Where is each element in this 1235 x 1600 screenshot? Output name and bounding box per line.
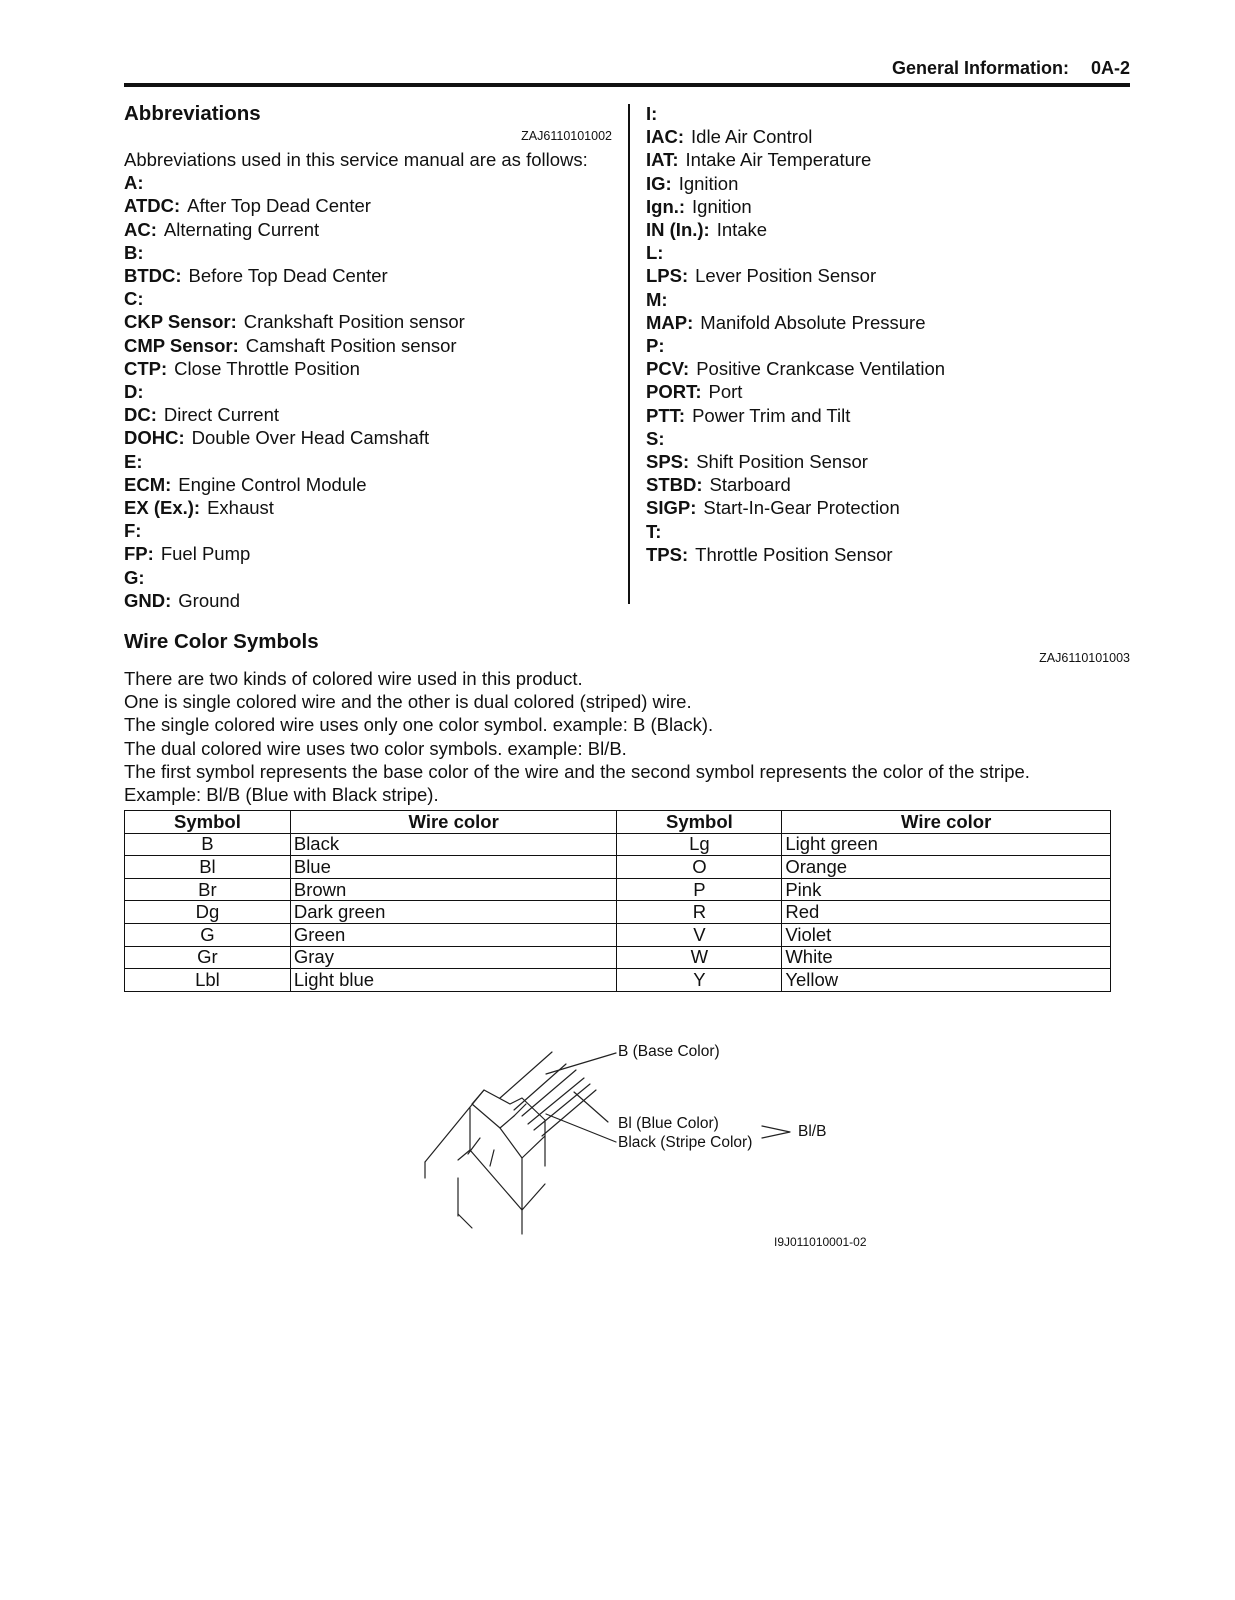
letter-heading: E:	[124, 450, 143, 472]
abbreviation-definition: Engine Control Module	[178, 473, 367, 495]
abbreviation-term: EX (Ex.):	[124, 497, 201, 519]
wire-color-cell: Red	[782, 901, 1111, 924]
abbreviation-definition: Alternating Current	[163, 218, 320, 240]
abbreviation-definition: After Top Dead Center	[187, 195, 371, 217]
wire-color-cell: Dark green	[290, 901, 617, 924]
abbreviation-entry	[124, 426, 612, 449]
abbreviation-entry	[124, 194, 612, 217]
abbreviation-entry	[124, 473, 612, 496]
letter-heading: S:	[646, 427, 665, 449]
abbreviation-term: DC:	[124, 404, 157, 426]
abbreviation-definition: Throttle Position Sensor	[695, 543, 893, 565]
letter-heading: I:	[646, 103, 658, 124]
wire-color-cell: Gray	[290, 946, 617, 969]
abbreviation-definition: Ignition	[678, 172, 739, 194]
abbreviation-term: FP:	[124, 543, 154, 565]
abbreviation-definition: Positive Crankcase Ventilation	[696, 358, 946, 380]
abbreviation-entry	[124, 334, 612, 357]
wire-color-paragraph: The dual colored wire uses two color symbols. example: Bl/B.	[124, 737, 627, 759]
abbreviation-entry	[646, 496, 1126, 519]
abbreviation-definition: Exhaust	[207, 497, 274, 519]
abbreviation-entry	[646, 543, 1126, 566]
abbreviation-definition: Ignition	[692, 195, 752, 217]
letter-heading: F:	[124, 520, 142, 542]
abbreviation-entry	[646, 311, 1126, 334]
abbreviation-entry	[646, 357, 1126, 380]
abbreviation-term: LPS:	[646, 265, 689, 287]
figure-code: I9J011010001-02	[774, 1235, 867, 1249]
abbreviation-entry	[646, 264, 1126, 287]
symbol-cell: Bl	[125, 856, 291, 879]
wire-color-code: ZAJ6110101003	[1039, 651, 1130, 665]
table-row	[125, 878, 1111, 901]
abbreviations-right-list	[646, 102, 1126, 566]
abbreviation-term: IG:	[646, 172, 672, 194]
page-header	[800, 58, 1130, 79]
abbreviation-term: IN (In.):	[646, 219, 710, 241]
table-row	[125, 856, 1111, 879]
abbreviation-term: MAP:	[646, 311, 694, 333]
wire-color-cell: White	[782, 946, 1111, 969]
symbol-cell: Y	[617, 969, 782, 992]
symbol-cell: G	[125, 923, 291, 946]
abbreviation-term: CKP Sensor:	[124, 311, 237, 333]
abbreviation-entry	[646, 125, 1126, 148]
symbol-cell: P	[617, 878, 782, 901]
letter-heading: D:	[124, 381, 144, 403]
abbreviation-term: CTP:	[124, 357, 168, 379]
abbreviations-left-list	[124, 171, 612, 612]
abbreviation-term: GND:	[124, 589, 172, 611]
abbreviation-entry	[646, 195, 1126, 218]
wire-color-cell: Pink	[782, 878, 1111, 901]
table-row	[125, 923, 1111, 946]
symbol-cell: W	[617, 946, 782, 969]
label-combined-symbol: Bl/B	[798, 1123, 827, 1140]
symbol-cell: Br	[125, 878, 291, 901]
wire-color-section	[124, 630, 1130, 806]
wire-color-cell: Light green	[782, 833, 1111, 856]
table-header-wire-color: Wire color	[782, 811, 1111, 834]
abbreviation-term: IAC:	[646, 126, 685, 148]
table-header-symbol: Symbol	[617, 811, 782, 834]
wire-color-cell: Black	[290, 833, 617, 856]
abbreviation-definition: Close Throttle Position	[174, 357, 360, 379]
abbreviation-definition: Lever Position Sensor	[695, 265, 877, 287]
abbreviation-definition: Double Over Head Camshaft	[191, 427, 430, 449]
abbreviation-term: STBD:	[646, 474, 703, 496]
letter-heading: M:	[646, 288, 668, 310]
wire-color-paragraph: The single colored wire uses only one color symbol. example: B (Black).	[124, 714, 714, 736]
symbol-cell: V	[617, 923, 782, 946]
symbol-cell: Dg	[125, 901, 291, 924]
table-row	[125, 946, 1111, 969]
wire-color-cell: Brown	[290, 878, 617, 901]
wire-color-paragraph: There are two kinds of colored wire used in this product.	[124, 668, 583, 689]
abbreviations-right-column	[646, 102, 1126, 566]
wire-color-cell: Blue	[290, 856, 617, 879]
abbreviation-term: PCV:	[646, 358, 690, 380]
wire-color-cell: Orange	[782, 856, 1111, 879]
abbreviation-definition: Crankshaft Position sensor	[243, 311, 465, 333]
abbreviation-definition: Intake Air Temperature	[685, 149, 872, 171]
table-header-symbol: Symbol	[125, 811, 291, 834]
abbreviation-entry	[646, 218, 1126, 241]
abbreviation-definition: Power Trim and Tilt	[692, 404, 851, 426]
symbol-cell: Lbl	[125, 969, 291, 992]
abbreviation-term: PTT:	[646, 404, 686, 426]
abbreviation-definition: Start-In-Gear Protection	[703, 497, 900, 519]
abbreviation-definition: Manifold Absolute Pressure	[700, 311, 926, 333]
letter-heading: P:	[646, 335, 665, 357]
label-stripe-color: Black (Stripe Color)	[618, 1134, 753, 1151]
abbreviation-term: SPS:	[646, 451, 690, 473]
letter-heading: L:	[646, 242, 664, 264]
table-header-wire-color: Wire color	[290, 811, 617, 834]
abbreviation-term: ATDC:	[124, 195, 181, 217]
table-body	[125, 833, 1111, 991]
letter-heading: B:	[124, 241, 144, 263]
header-section: General Information:	[891, 58, 1069, 78]
wire-color-paragraphs	[124, 667, 1130, 806]
wire-color-paragraph: Example: Bl/B (Blue with Black stripe).	[124, 784, 439, 806]
abbreviation-entry	[124, 264, 612, 287]
column-divider	[628, 104, 630, 604]
abbreviation-definition: Port	[708, 381, 743, 403]
abbreviation-entry	[646, 450, 1126, 473]
letter-heading: G:	[124, 566, 145, 588]
abbreviations-intro: Abbreviations used in this service manual are as follows:	[124, 149, 588, 170]
abbreviation-entry	[124, 403, 612, 426]
header-rule	[124, 83, 1130, 87]
header-page-number: 0A-2	[1090, 58, 1130, 78]
abbreviation-entry	[124, 310, 612, 333]
table-header-row	[125, 811, 1111, 834]
wire-color-title: Wire Color Symbols	[124, 630, 319, 653]
abbreviation-term: DOHC:	[124, 427, 185, 449]
abbreviation-definition: Starboard	[709, 474, 791, 496]
abbreviation-term: TPS:	[646, 543, 689, 565]
table-row	[125, 901, 1111, 924]
symbol-cell: Lg	[617, 833, 782, 856]
table-row	[125, 833, 1111, 856]
wire-color-cell: Green	[290, 923, 617, 946]
abbreviation-definition: Idle Air Control	[691, 126, 813, 148]
abbreviation-entry	[646, 404, 1126, 427]
table-row	[125, 969, 1111, 992]
wire-color-paragraph: The first symbol represents the base color of the wire and the second symbol represents the color of the stripe.	[124, 760, 1030, 782]
symbol-cell: B	[125, 833, 291, 856]
abbreviation-entry	[646, 380, 1126, 403]
abbreviation-definition: Camshaft Position sensor	[245, 334, 457, 356]
wire-color-cell: Yellow	[782, 969, 1111, 992]
wire-color-cell: Violet	[782, 923, 1111, 946]
abbreviation-entry	[124, 218, 612, 241]
letter-heading: C:	[124, 288, 144, 310]
label-base-color: B (Base Color)	[618, 1043, 720, 1060]
abbreviation-entry	[124, 496, 612, 519]
abbreviation-definition: Intake	[716, 219, 768, 241]
abbreviation-term: IAT:	[646, 149, 679, 171]
abbreviation-term: SIGP:	[646, 497, 697, 519]
abbreviation-definition: Fuel Pump	[160, 543, 251, 565]
abbreviation-entry	[124, 357, 612, 380]
wire-color-table	[124, 810, 1111, 992]
letter-heading: T:	[646, 520, 662, 542]
abbreviation-entry	[124, 542, 612, 565]
wire-color-paragraph: One is single colored wire and the other is dual colored (striped) wire.	[124, 691, 692, 713]
abbreviation-term: PORT:	[646, 381, 702, 403]
abbreviation-entry	[646, 473, 1126, 496]
abbreviation-term: BTDC:	[124, 265, 182, 287]
abbreviation-definition: Ground	[178, 589, 240, 611]
abbreviation-term: Ign.:	[646, 195, 686, 217]
symbol-cell: Gr	[125, 946, 291, 969]
abbreviation-definition: Before Top Dead Center	[188, 265, 388, 287]
abbreviations-title: Abbreviations	[124, 102, 261, 125]
abbreviation-definition: Direct Current	[163, 404, 280, 426]
abbreviations-code: ZAJ6110101002	[521, 129, 612, 143]
abbreviations-left-column	[124, 102, 612, 612]
abbreviation-entry	[646, 172, 1126, 195]
letter-heading: A:	[124, 172, 144, 194]
wire-figure	[410, 1038, 890, 1258]
abbreviation-term: ECM:	[124, 473, 172, 495]
abbreviation-term: CMP Sensor:	[124, 334, 239, 356]
abbreviation-definition: Shift Position Sensor	[696, 451, 868, 473]
abbreviation-entry	[124, 589, 612, 612]
abbreviation-term: AC:	[124, 218, 157, 240]
symbol-cell: R	[617, 901, 782, 924]
symbol-cell: O	[617, 856, 782, 879]
label-blue-color: Bl (Blue Color)	[618, 1115, 719, 1132]
abbreviation-entry	[646, 148, 1126, 171]
wire-color-cell: Light blue	[290, 969, 617, 992]
